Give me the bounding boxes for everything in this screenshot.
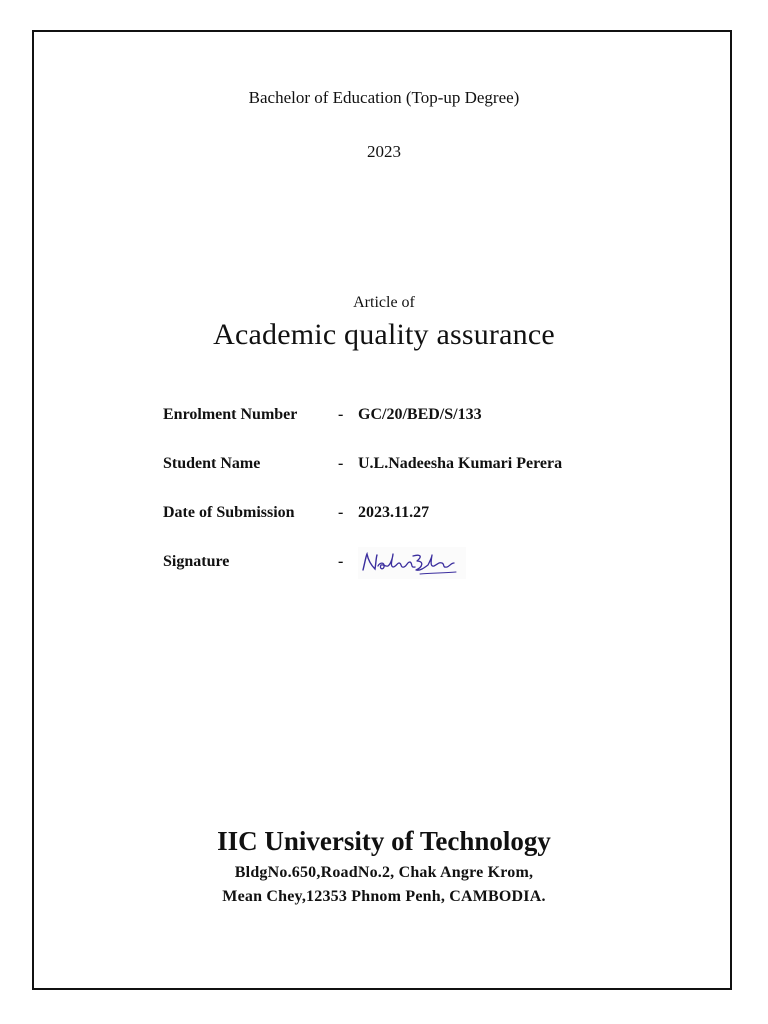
submission-year: 2023	[367, 142, 401, 161]
signature-separator: -	[338, 553, 344, 570]
submission-date-row	[163, 501, 429, 525]
submission-date-separator: -	[338, 504, 344, 521]
university-name: IIC University of Technology	[217, 826, 551, 856]
student-name-label: Student Name	[163, 455, 261, 472]
handwritten-signature	[358, 547, 466, 579]
student-name-value: U.L.Nadeesha Kumari Perera	[358, 455, 563, 472]
enrolment-number-row	[163, 403, 482, 427]
article-prefix: Article of	[353, 294, 415, 311]
address-line-1: BldgNo.650,RoadNo.2, Chak Angre Krom,	[234, 864, 534, 881]
enrolment-number-label: Enrolment Number	[163, 406, 298, 423]
submission-date-label: Date of Submission	[163, 504, 295, 521]
submission-date-value: 2023.11.27	[358, 504, 430, 521]
address-line-2: Mean Chey,12353 Phnom Penh, CAMBODIA.	[222, 888, 546, 905]
article-title: Academic quality assurance	[213, 318, 555, 351]
signature-label: Signature	[163, 553, 230, 570]
signature-row	[163, 550, 466, 574]
degree-title: Bachelor of Education (Top-up Degree)	[248, 88, 520, 107]
student-name-row	[163, 452, 562, 476]
student-name-separator: -	[338, 455, 344, 472]
signature-image	[358, 547, 466, 579]
enrolment-number-value: GC/20/BED/S/133	[358, 406, 482, 423]
enrolment-number-separator: -	[338, 406, 344, 423]
